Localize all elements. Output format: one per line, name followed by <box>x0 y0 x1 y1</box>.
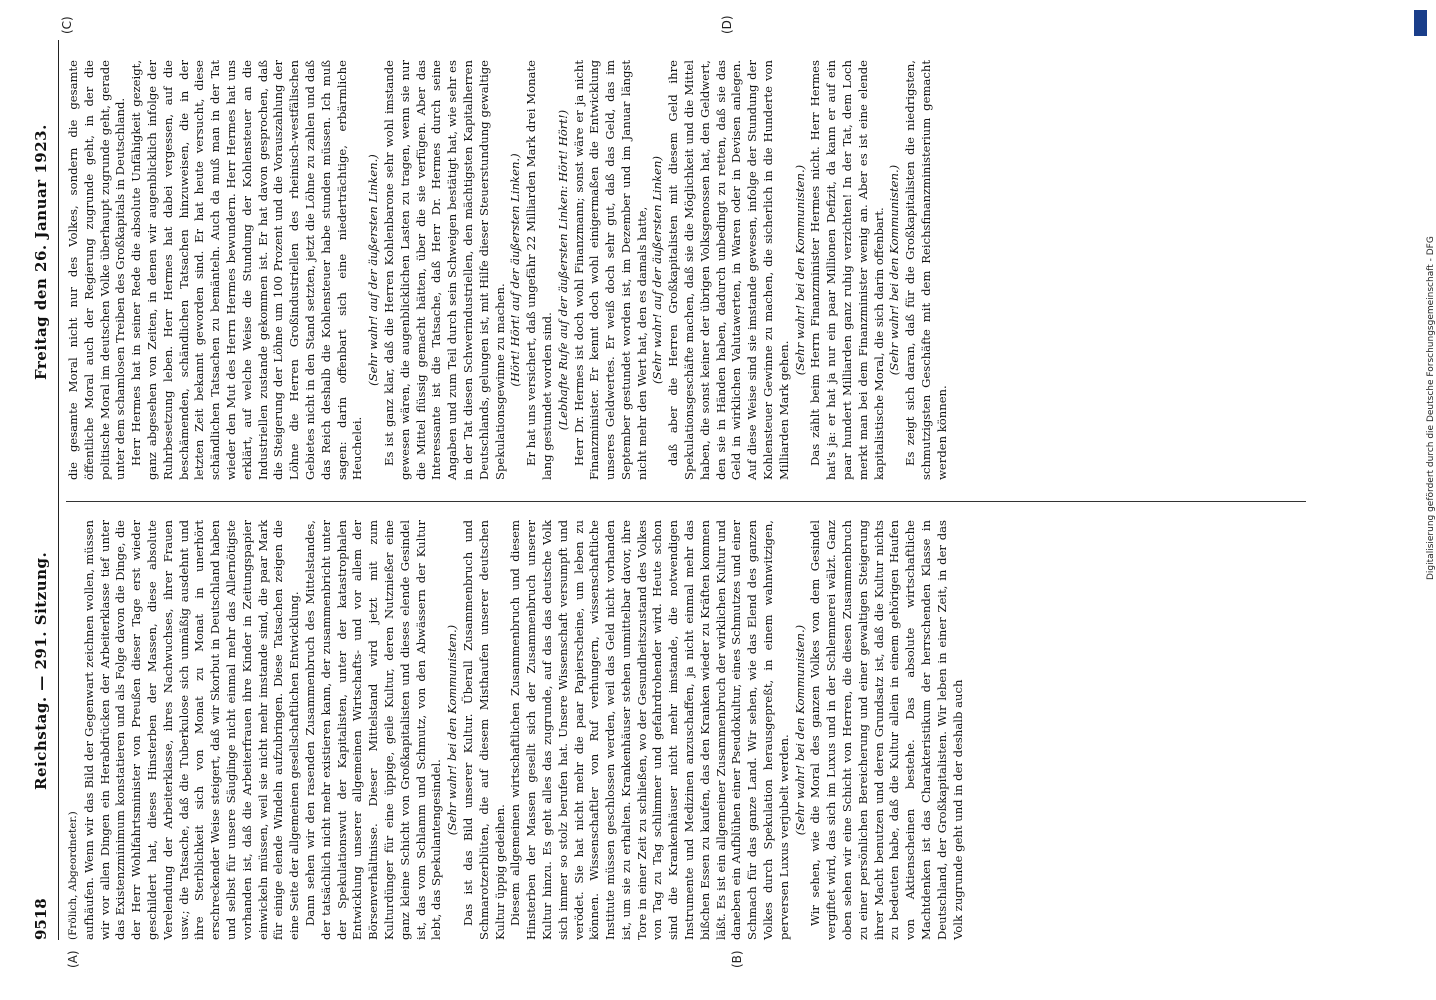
left-column <box>66 520 1306 940</box>
paragraph: daß aber die Herren Großkapitalisten mit diesem Geld ihre Spekulationsgeschäfte machen, daß sie die Möglichkeit und die Mittel haben, die sonst keiner der übrigen Volksgenossen hat, den Geldwert, den sie in Händen haben, dadurch unbedingt zu retten, daß sie das Geld in wirklichen Valutawerten, in Waren oder in Devisen anlegen. Auf diese Weise sind sie imstande gewesen, infolge der Stundung der Kohlensteuer Gewinne zu machen, die sicherlich in die Hunderte von Milliarden Mark gehen. <box>666 60 791 480</box>
page-header <box>26 40 60 940</box>
interjection: (Sehr wahr! bei den Kommunisten.) <box>445 624 460 836</box>
interjection: (Sehr wahr! bei den Kommunisten.) <box>887 164 902 376</box>
paragraph: Das zählt beim Herrn Finanzminister Hermes nicht. Herr Hermes hat's ja: er hat ja nur ein paar Millionen Defizit, da kann er auf ein paar hundert Milliarden ganz ruhig verzichten! In der Tat, dem Loch merkt man bei dem Finanzminister wenig an. Aber es ist eine elende kapitalistische Moral, die sich darin offenbart. <box>808 60 886 480</box>
margin-mark-b: (B) <box>730 950 744 968</box>
paragraph: Es ist ganz klar, daß die Herren Kohlenbarone sehr wohl imstande gewesen wären, die augenblicklichen Lasten zu tragen, wenn sie nur die Mittel flüssig gemacht hätten, über die sie verfügen. Aber das Interessante ist die Tatsache, daß Herr Dr. Hermes durch seine Angaben und zum Teil durch sein Schweigen bestätigt hat, wie sehr es in der Tat diesen Schwerindustriellen, den mächtigsten Kapitalherren Deutschlands, gelungen ist, mit Hilfe dieser Steuerstundung gewaltige Spekulationsgewinne zu machen. <box>381 60 507 480</box>
paragraph: Er hat uns versichert, daß ungefähr 22 Milliarden Mark drei Monate lang gestundet worden sind. <box>524 60 554 480</box>
paragraph: die gesamte Moral nicht nur des Volkes, sondern die gesamte öffentliche Moral auch der Regierung zugrunde geht, in der die politische Moral im deutschen Volke überhaupt zugrunde geht, gerade unter dem schamlosen Treiben des Großkapitals in Deutschland. <box>66 60 128 480</box>
interjection: (Sehr wahr! auf der äußersten Linken) <box>650 156 665 384</box>
paragraph: Es zeigt sich daran, daß für die Großkapitalisten die niedrigsten, schmutzigsten Geschäfte mit dem Reichsfinanzministerium gemacht werden können. <box>903 60 949 480</box>
margin-mark-c: (C) <box>60 16 74 34</box>
paragraph: Herr Hermes hat in seiner Rede die absolute Unfähigkeit gezeigt, ganz abgesehen von Zeiten, in denen wir augenblicklich infolge der Ruhrbesetzung leben. Herr Hermes hat dabei vergessen, auf die beschämenden, schändlichen Tatsachen hinzuweisen, die in der letzten Zeit bekannt geworden sind. Er hat heute versucht, diese schändlichen Tatsachen zu bemänteln. Auch da muß man in der Tat wieder den Mut des Herrn Hermes bewundern. Herr Hermes hat uns erklärt, auf welche Weise die Stundung der Kohlensteuer an die Industriellen zustande gekommen ist. Er hat davon gesprochen, daß die Steigerung der Löhne um 100 Prozent und die Vorauszahlung der Löhne die Herren Großindustriellen des rheinisch-westfälischen Gebietes nicht in den Stand setzten, jetzt die Löhne zu zahlen und daß das Reich deshalb die Kohlensteuer habe stunden müssen. Ich muß sagen: darin offenbart sich eine niederträchtige, erbärmliche Heuchelei. <box>129 60 365 480</box>
paragraph: Wir sehen, wie die Moral des ganzen Volkes von dem Gesindel vergiftet wird, das sich im Luxus und in der Schlemmerei wälzt. Ganz oben sehen wir eine Schicht von Herren, die diesen Zusammenbruch zu einer persönlichen Bereicherung und einer gewaltigen Steigerung ihrer Macht benutzen und deren Grundsatz ist, daß die Kultur nichts zu bedeuten habe, daß die Kultur allein in einem gehörigen Haufen von Aktienscheinen bestehe. Das absolute wirtschaftliche Machtdenken ist das Charakteristikum der herrschenden Klasse in Deutschland, der Großkapitalisten. Wir leben in einer Zeit, in der das Volk zugrunde geht und in der deshalb auch <box>808 520 965 940</box>
paragraph: Dann sehen wir den rasenden Zusammenbruch des Mittelstandes, der tatsächlich nicht mehr existieren kann, der zusammenbricht unter der Spekulationswut der Kapitalisten, unter der katastrophalen Entwicklung unserer allgemeinen Wirtschafts- und vor allem der Börsenverhältnisse. Dieser Mittelstand wird jetzt mit zum Kulturdünger für eine üppige, geile Kultur, deren Nutznießer eine ganz kleine Schicht von Großkapitalisten und dieses elende Gesindel ist, das vom Schlamm und Schmutz, von den Abwässern der Kultur lebt, das Spekulantengesindel. <box>302 520 444 940</box>
interjection: (Sehr wahr! bei den Kommunisten.) <box>792 164 807 376</box>
page-number: 9518 <box>32 898 50 940</box>
paragraph: Das ist das Bild unserer Kultur. Überall Zusammenbruch und Schmarotzerblüten, die auf diesem Misthaufen unserer deutschen Kultur üppig gedeihen. <box>460 520 507 940</box>
margin-mark-a: (A) <box>66 950 80 968</box>
interjection: (Sehr wahr! bei den Kommunisten.) <box>792 624 807 836</box>
digitization-credit <box>1414 10 1436 590</box>
dfg-logo-icon <box>1414 10 1427 36</box>
column-divider <box>66 501 1306 502</box>
header-rule <box>58 40 59 940</box>
paragraph: Diesem allgemeinen wirtschaftlichen Zusammenbruch und diesem Hinsterben der Massen gesellt sich der Zusammenbruch unserer Kultur hinzu. Es geht alles das zugrunde, auf das das deutsche Volk sich immer so stolz berufen hat. Unsere Wissenschaft versumpft und verödet. Sie hat nicht mehr die paar Papierscheine, um leben zu können. Wissenschaftler von Ruf verhungern, wissenschaftliche Institute müssen geschlossen werden, weil das Geld nicht vorhanden ist, um sie zu erhalten. Krankenhäuser stehen unmittelbar davor, ihre Tore in einer Zeit zu schließen, wo der Gesundheitszustand des Volkes von Tag zu Tag schlimmer und gefahrdrohender wird. Heute schon sind die Krankenhäuser nicht mehr imstande, die notwendigen Instrumente und Medizinen anzuschaffen, ja nicht einmal mehr das bißchen Essen zu kaufen, das den Kranken wieder zu Kräften kommen läßt. Es ist ein allgemeiner Zusammenbruch der wirklichen Kultur und daneben ein Aufblühen einer Pseudokultur, eines Schmutzes und einer Schmach für das ganze Land. Wir sehen, wie das Elend des ganzen Volkes durch Spekulation herausgepreßt, in einem wahnwitzigen, perversen Luxus verjubelt werden. <box>508 520 791 940</box>
paragraph: aufhäufen. Wenn wir das Bild der Gegenwart zeichnen wollen, müssen wir vor allen Dingen ein Herabdrücken der Arbeiterklasse tief unter das Existenzminimum konstatieren und als Folge davon die Dinge, die der Herr Wohlfahrtsminister von Preußen dieser Tage erst wieder geschildert hat, dieses Hinsterben der Massen, diese absolute Verelendung der Arbeiterklasse, ihres Nachwuchses, ihrer Frauen usw.; die Tatsache, daß die Tuberkulose sich unmäßig ausdehnt und ihre Sterblichkeit sich von Monat zu Monat in unerhört erschreckender Weise steigert, daß wir Skorbut in Deutschland haben und selbst für unsere Säuglinge nicht einmal mehr das Allernötigste vorhanden ist, daß die Arbeiterfrauen ihre Kinder in Zeitungspapier einwickeln müssen, weil sie nicht mehr imstande sind, die paar Mark für einige elende Windeln aufzubringen. Diese Tatsachen zeigen die eine Seite der allgemeinen gesellschaftlichen Entwicklung. <box>81 520 302 940</box>
interjection: (Lebhafte Rufe auf der äußersten Linken: Hört! Hört!) <box>555 109 570 431</box>
speaker-name: (Frölich, Abgeordneter.) <box>67 811 79 940</box>
session-date: Freitag den 26. Januar 1923. <box>32 124 50 380</box>
session-title: Reichstag. — 291. Sitzung. <box>32 551 50 790</box>
interjection: (Hört! Hört! auf der äußersten Linken.) <box>508 153 523 387</box>
margin-mark-d: (D) <box>720 15 734 34</box>
credit-text: Digitalisierung gefördert durch die Deutsche Forschungsgemeinschaft - DFG <box>1426 236 1436 580</box>
right-column <box>66 60 1306 480</box>
paragraph: Herr Dr. Hermes ist doch wohl Finanzmann; sonst wäre er ja nicht Finanzminister. Er kennt doch wohl einigermaßen die Entwicklung unseres Geldwertes. Er weiß doch sehr gut, daß das Geld, das im September gestundet worden ist, im Dezember und im Januar längst nicht mehr den Wert hat, den es damals hatte, <box>571 60 649 480</box>
interjection: (Sehr wahr! auf der äußersten Linken.) <box>366 154 381 386</box>
